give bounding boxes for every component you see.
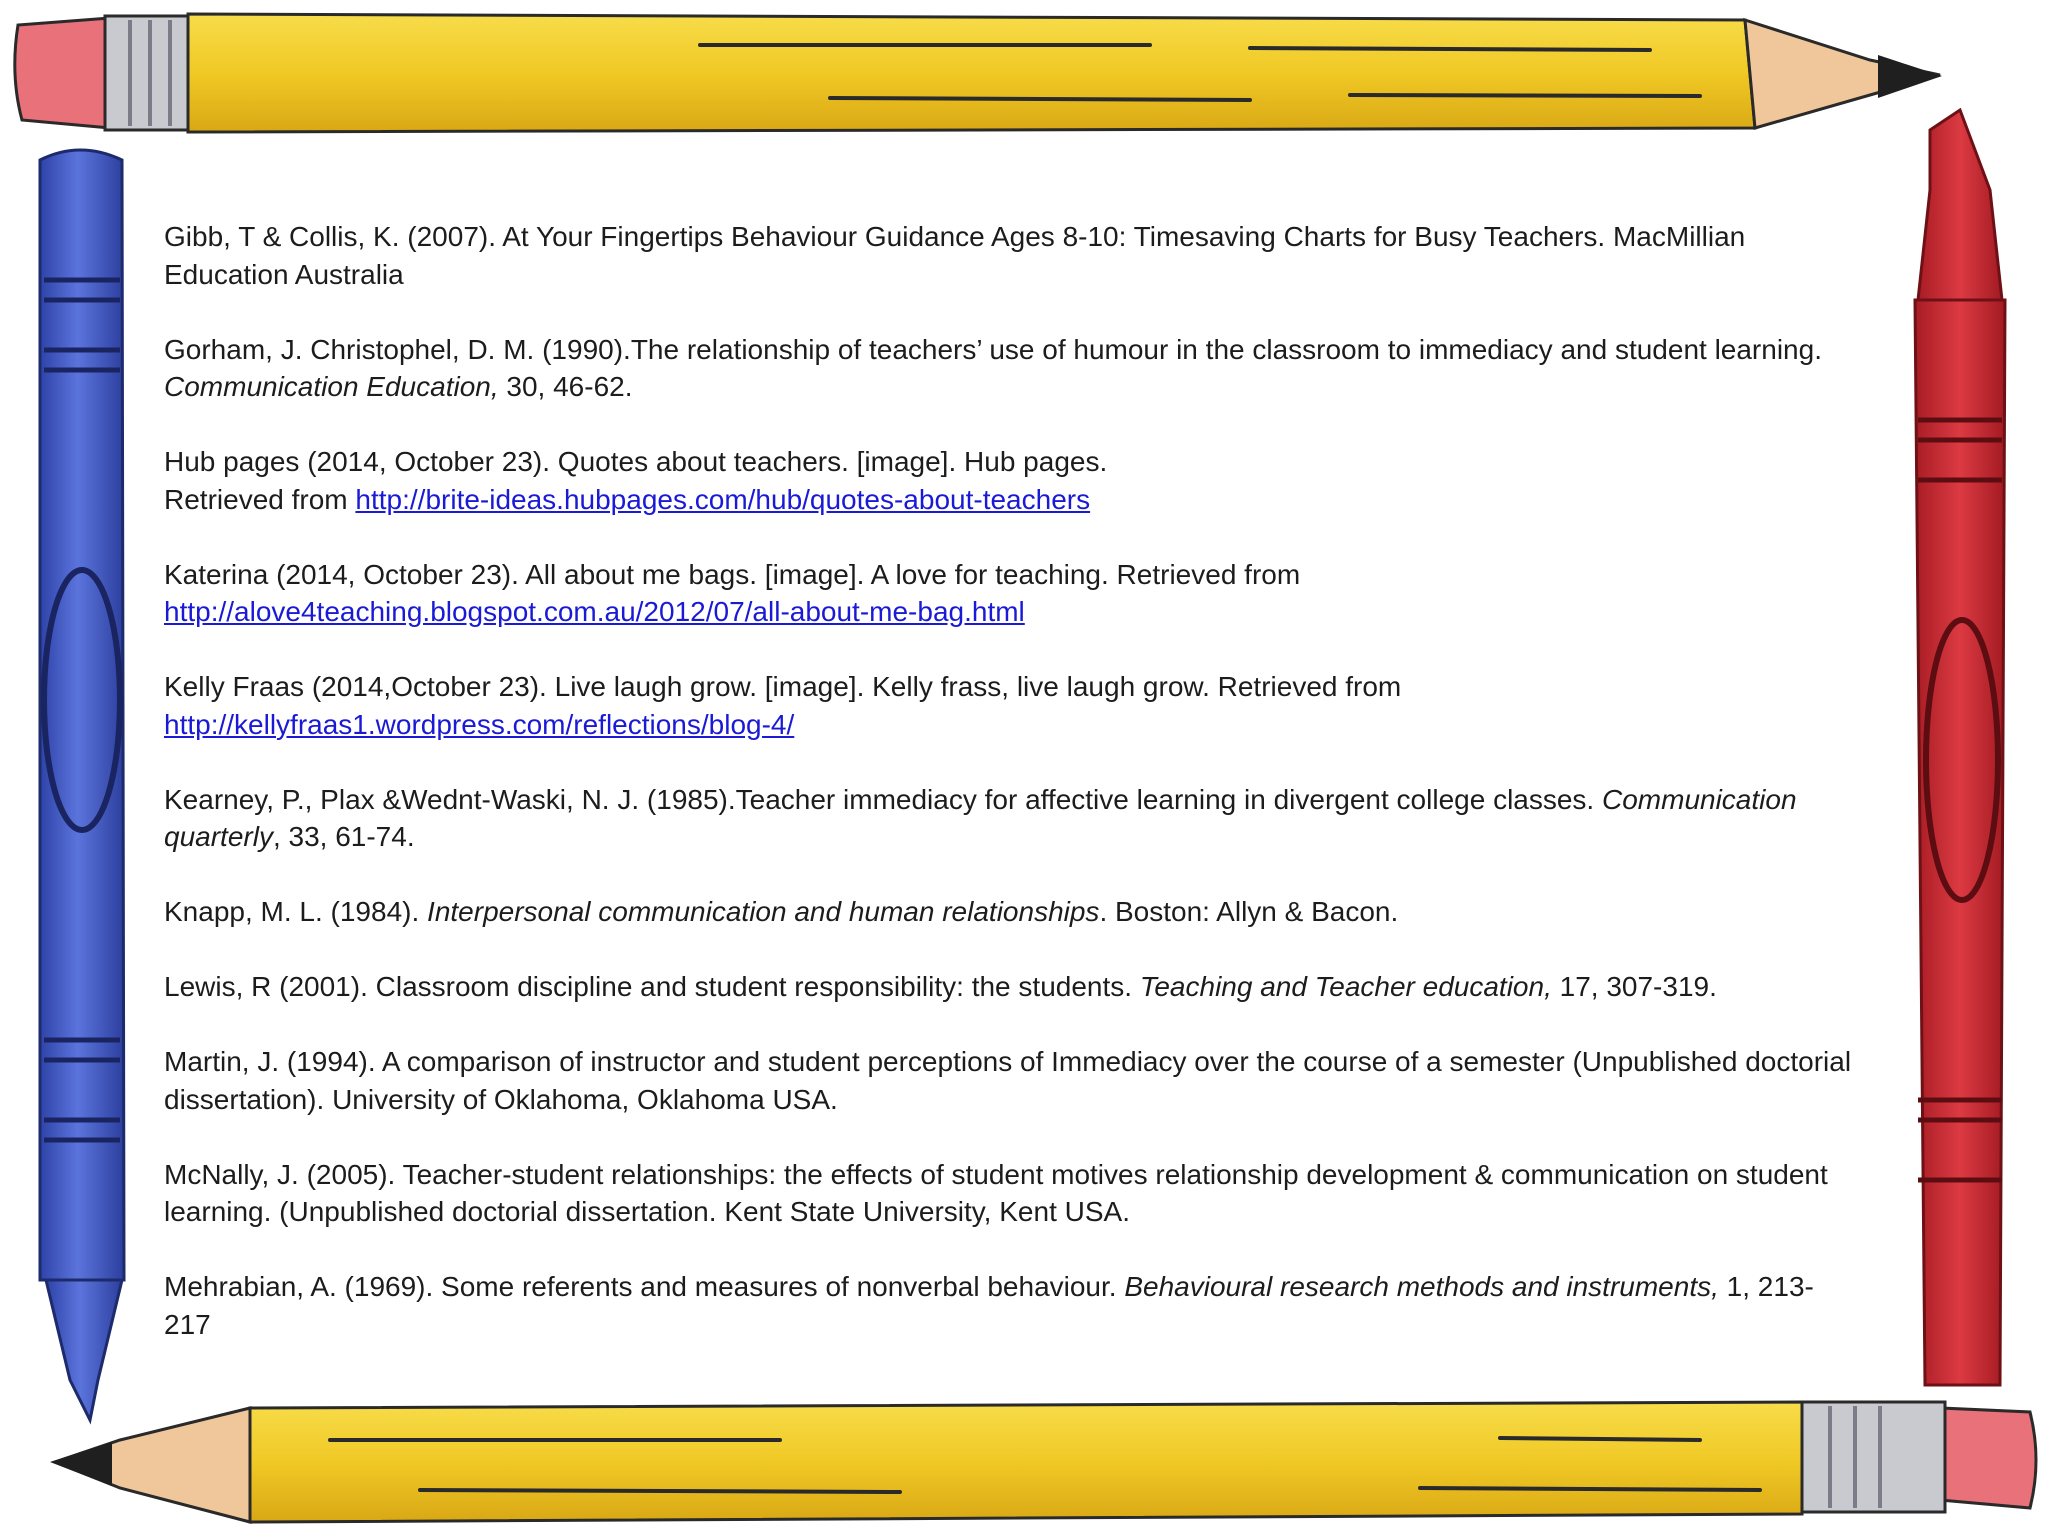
reference-tail: 30, 46-62. xyxy=(498,371,633,402)
reference-text: Gibb, T & Collis, K. (2007). At Your Fingertips Behaviour Guidance Ages 8-10: Timesaving Charts for Busy Teachers. MacMillian Education Australia xyxy=(164,221,1746,290)
reference-link[interactable]: http://brite-ideas.hubpages.com/hub/quotes-about-teachers xyxy=(355,483,1091,515)
reference-item xyxy=(164,443,1854,518)
reference-item xyxy=(164,968,1854,1006)
reference-journal: Behavioural research methods and instruments, xyxy=(1124,1271,1719,1302)
reference-item xyxy=(164,556,1854,631)
retrieved-label: Retrieved from xyxy=(164,483,356,515)
pencil-top-icon xyxy=(15,14,1942,132)
reference-tail: 1, 213-217 xyxy=(164,1271,1814,1340)
reference-text: McNally, J. (2005). Teacher-student relationships: the effects of student motives relationship development & communication on student learning. (Unpublished doctorial dissertation. Kent State University, Kent USA. xyxy=(164,1158,1828,1227)
reference-text: Martin, J. (1994). A comparison of instructor and student perceptions of Immediacy over the course of a semester (Unpublished doctorial dissertation). University of Oklahoma, Oklahoma USA. xyxy=(164,1046,1852,1115)
reference-journal: Communication quarterly xyxy=(164,783,1797,852)
reference-item xyxy=(164,1156,1854,1231)
reference-link[interactable]: http://kellyfraas1.wordpress.com/reflections/blog-4/ xyxy=(164,708,795,740)
red-crayon-icon xyxy=(1915,110,2005,1385)
reference-item xyxy=(164,1268,1854,1343)
reference-tail: 17, 307-319. xyxy=(1551,971,1717,1002)
reference-journal: Teaching and Teacher education, xyxy=(1139,971,1552,1002)
reference-text: Kearney, P., Plax &Wednt-Waski, N. J. (1985).Teacher immediacy for affective learning in divergent college classes. xyxy=(164,783,1602,815)
reference-list xyxy=(164,218,1854,1381)
blue-crayon-icon xyxy=(40,150,124,1420)
reference-text: Lewis, R (2001). Classroom discipline and student responsibility: the students. xyxy=(164,971,1140,1002)
reference-journal: Interpersonal communication and human relationships xyxy=(427,896,1100,927)
reference-item xyxy=(164,331,1854,406)
reference-item xyxy=(164,1043,1854,1118)
reference-journal: Communication Education, xyxy=(164,371,499,402)
reference-item xyxy=(164,893,1854,931)
reference-item xyxy=(164,668,1854,743)
reference-text: Knapp, M. L. (1984). xyxy=(164,896,428,927)
reference-text: Hub pages (2014, October 23). Quotes about teachers. [image]. Hub pages. xyxy=(164,446,1108,477)
reference-tail: . Boston: Allyn & Bacon. xyxy=(1099,896,1399,927)
reference-item xyxy=(164,781,1854,856)
reference-text: Mehrabian, A. (1969). Some referents and measures of nonverbal behaviour. xyxy=(164,1271,1125,1302)
pencil-bottom-icon xyxy=(50,1402,2036,1522)
reference-text: Kelly Fraas (2014,October 23). Live laugh grow. [image]. Kelly frass, live laugh grow. Retrieved from xyxy=(164,671,1402,702)
reference-tail: , 33, 61-74. xyxy=(272,821,415,852)
reference-item xyxy=(164,218,1854,293)
reference-link[interactable]: http://alove4teaching.blogspot.com.au/2012/07/all-about-me-bag.html xyxy=(164,596,1025,627)
reference-text: Katerina (2014, October 23). All about me bags. [image]. A love for teaching. Retrieved from xyxy=(164,558,1301,590)
reference-text: Gorham, J. Christophel, D. M. (1990).The relationship of teachers’ use of humour in the classroom to immediacy and student learning. xyxy=(164,333,1822,365)
